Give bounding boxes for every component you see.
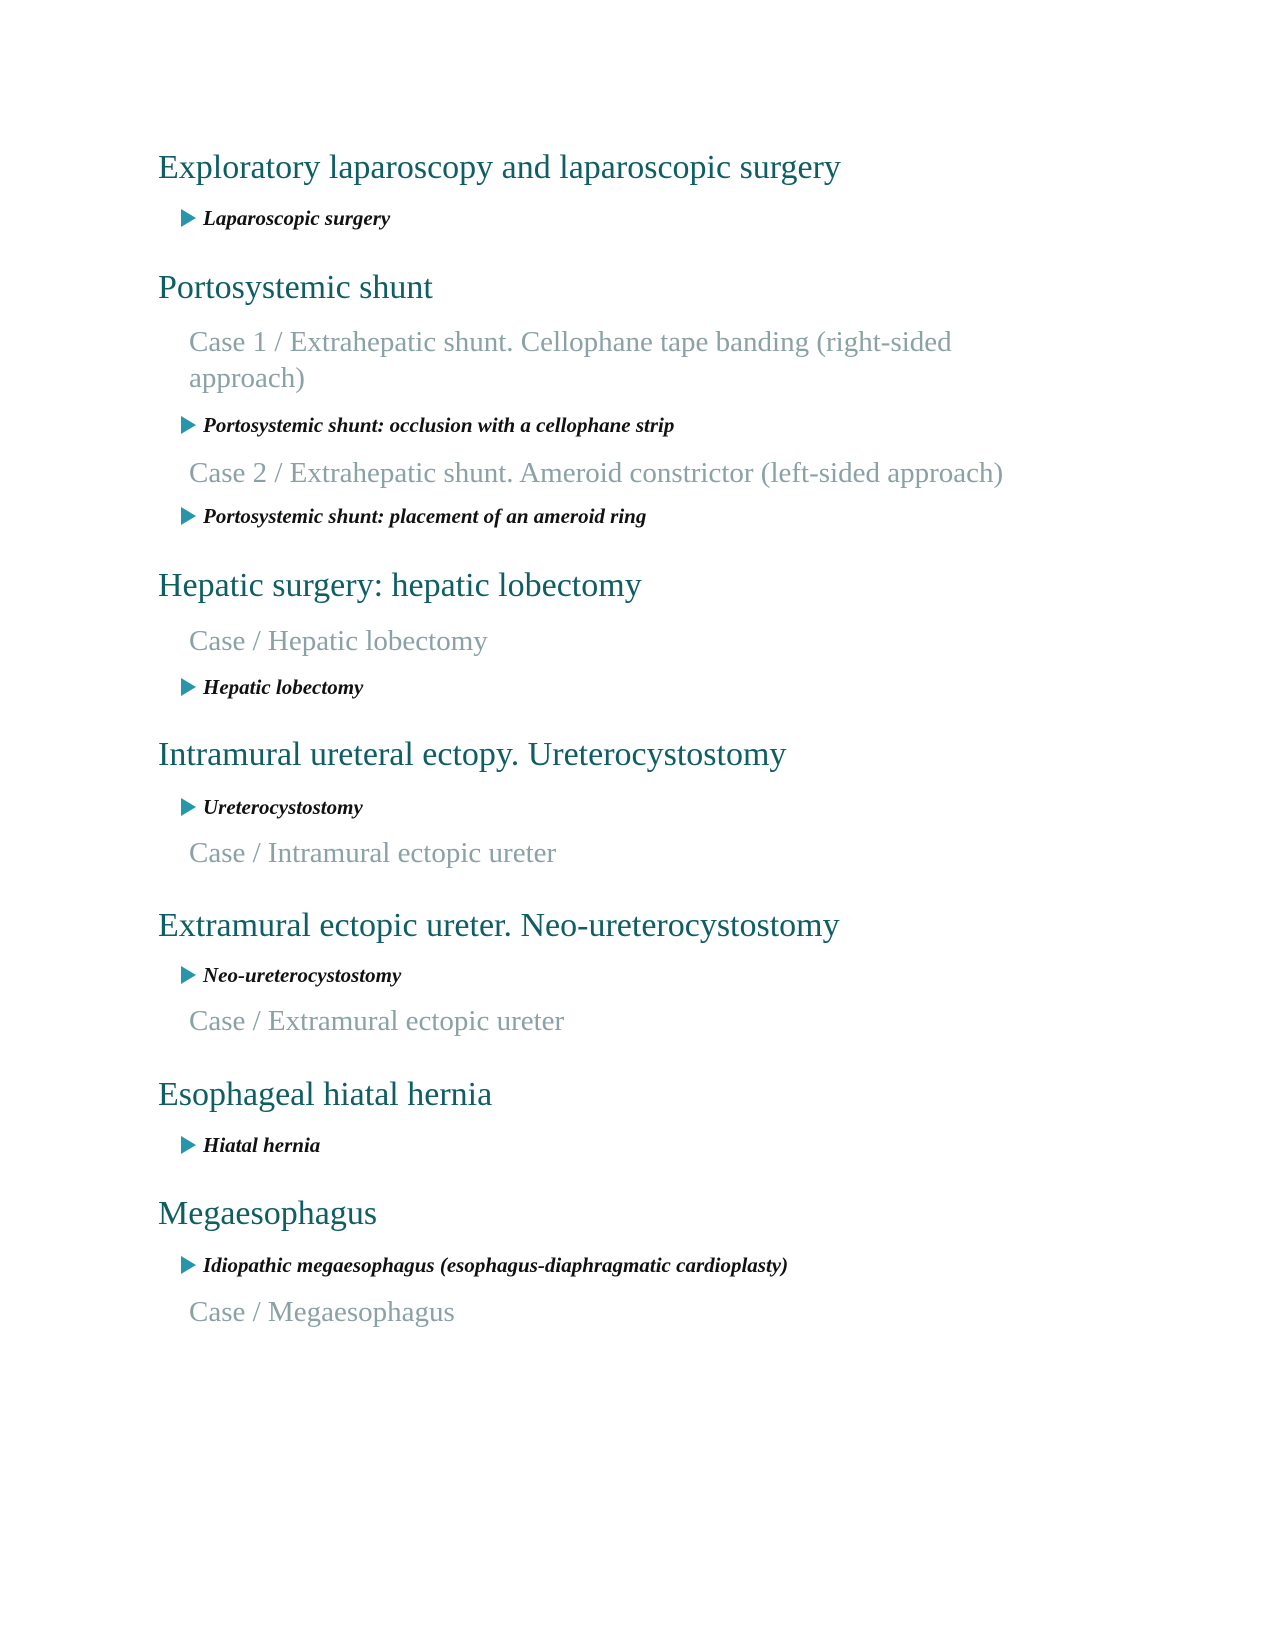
video-link-hiatal-hernia[interactable] xyxy=(181,1133,320,1157)
video-link-ameroid-ring[interactable] xyxy=(181,504,646,528)
section-heading-intramural-ectopy: Intramural ureteral ectopy. Ureterocystostomy xyxy=(158,736,787,773)
video-link-label: Laparoscopic surgery xyxy=(203,205,391,230)
video-link-hepatic-lobectomy[interactable] xyxy=(181,675,363,699)
play-icon xyxy=(181,1256,196,1274)
section-heading-portosystemic-shunt: Portosystemic shunt xyxy=(158,269,433,306)
video-link-label: Neo-ureterocystostomy xyxy=(203,962,402,987)
video-link-label: Ureterocystostomy xyxy=(203,794,363,819)
video-link-label: Hiatal hernia xyxy=(203,1132,321,1157)
section-heading-hiatal-hernia: Esophageal hiatal hernia xyxy=(158,1076,493,1113)
video-link-neo-ureterocystostomy[interactable] xyxy=(181,963,401,987)
case-link-megaesophagus[interactable]: Case / Megaesophagus xyxy=(189,1296,455,1328)
section-heading-laparoscopy: Exploratory laparoscopy and laparoscopic surgery xyxy=(158,149,841,186)
video-link-idiopathic-megaesophagus[interactable] xyxy=(181,1253,788,1277)
play-icon xyxy=(181,507,196,525)
case-link-intramural-ectopic-ureter[interactable]: Case / Intramural ectopic ureter xyxy=(189,837,557,869)
case-link-extrahepatic-cellophane[interactable]: Case 1 / Extrahepatic shunt. Cellophane tape banding (right-sided approach) xyxy=(189,326,952,394)
video-link-label: Portosystemic shunt: placement of an ameroid ring xyxy=(203,503,647,528)
video-link-label: Portosystemic shunt: occlusion with a cellophane strip xyxy=(203,412,675,437)
play-icon xyxy=(181,678,196,696)
play-icon xyxy=(181,416,196,434)
play-icon xyxy=(181,966,196,984)
play-icon xyxy=(181,1136,196,1154)
case-link-hepatic-lobectomy[interactable]: Case / Hepatic lobectomy xyxy=(189,625,488,657)
play-icon xyxy=(181,798,196,816)
section-heading-megaesophagus: Megaesophagus xyxy=(158,1195,378,1232)
video-link-label: Idiopathic megaesophagus (esophagus-diaphragmatic cardioplasty) xyxy=(203,1252,789,1277)
video-link-ureterocystostomy[interactable] xyxy=(181,795,363,819)
video-link-laparoscopic-surgery[interactable] xyxy=(181,206,390,230)
case-link-extrahepatic-ameroid[interactable]: Case 2 / Extrahepatic shunt. Ameroid constrictor (left-sided approach) xyxy=(189,457,1004,489)
section-heading-extramural-ectopic-ureter: Extramural ectopic ureter. Neo-ureterocystostomy xyxy=(158,907,840,944)
play-icon xyxy=(181,209,196,227)
video-link-cellophane-strip[interactable] xyxy=(181,413,674,437)
case-link-extramural-ectopic-ureter[interactable]: Case / Extramural ectopic ureter xyxy=(189,1005,565,1037)
section-heading-hepatic-lobectomy: Hepatic surgery: hepatic lobectomy xyxy=(158,567,642,604)
video-link-label: Hepatic lobectomy xyxy=(203,674,364,699)
